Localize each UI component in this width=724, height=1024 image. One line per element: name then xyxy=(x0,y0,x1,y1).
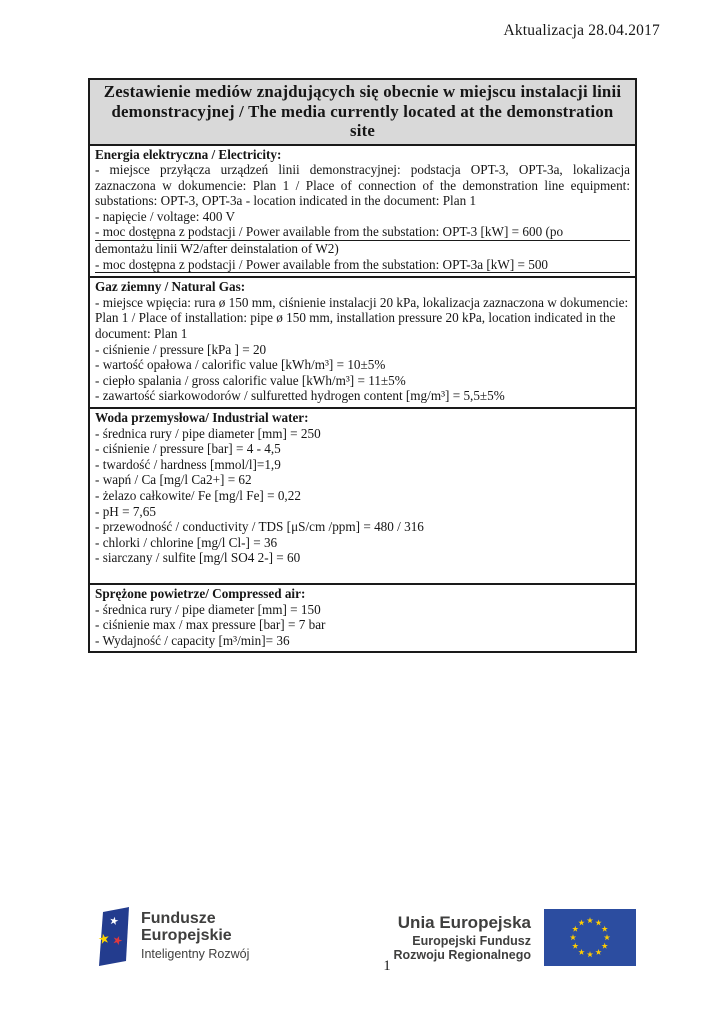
spec-line: - ciśnienie / pressure [kPa ] = 20 xyxy=(95,341,267,357)
section-lines xyxy=(95,295,630,404)
section-lines xyxy=(95,162,630,273)
eu-logo-subtitle-line1: Europejski Fundusz xyxy=(412,933,531,948)
section-heading: Energia elektryczna / Electricity: xyxy=(95,146,282,162)
media-section xyxy=(90,583,635,651)
eu-logo-subtitle-line2: Rozwoju Regionalnego xyxy=(393,948,531,962)
spec-line: - pH = 7,65 xyxy=(95,503,156,519)
spec-line: - chlorki / chlorine [mg/l Cl-] = 36 xyxy=(95,534,278,550)
spec-line: - napięcie / voltage: 400 V xyxy=(95,208,236,224)
section-lines xyxy=(95,602,630,649)
update-date: Aktualizacja 28.04.2017 xyxy=(503,22,660,39)
section-lines xyxy=(95,426,630,566)
spec-line: - moc dostępna z podstacji / Power available from the substation: OPT-3 [kW] = 600 (po xyxy=(95,224,630,241)
spec-line: - moc dostępna z podstacji / Power available from the substation: OPT-3a [kW] = 500 xyxy=(95,257,630,274)
media-section xyxy=(90,407,635,583)
eu-logo-title: Unia Europejska xyxy=(397,912,531,932)
fundusze-logo-title-line1: Fundusze xyxy=(141,910,216,927)
section-heading: Sprężone powietrze/ Compressed air: xyxy=(95,585,306,601)
table-sections xyxy=(90,144,635,652)
spec-line: - ciśnienie max / max pressure [bar] = 7 bar xyxy=(95,617,326,633)
media-table xyxy=(88,78,637,653)
spec-line: - miejsce wpięcia: rura ø 150 mm, ciśnienie instalacji 20 kPa, lokalizacja zaznaczona w dokumencie: Plan 1 / Place of installation: pipe ø 150 mm, installation pressure 20 kPa, location indicated in the document: Plan 1 xyxy=(95,294,629,342)
table-title: Zestawienie mediów znajdujących się obecnie w miejscu instalacji linii demonstracyjnej / The media currently located at the demonstration site xyxy=(90,80,635,144)
spec-line: - twardość / hardness [mmol/l]=1,9 xyxy=(95,456,281,472)
media-section xyxy=(90,276,635,407)
fundusze-logo-title-line2: Europejskie xyxy=(141,927,232,944)
spec-line: - zawartość siarkowodorów / sulfuretted hydrogen content [mg/m³] = 5,5±5% xyxy=(95,388,505,404)
section-heading: Gaz ziemny / Natural Gas: xyxy=(95,279,246,295)
spec-line: - przewodność / conductivity / TDS [μS/cm /ppm] = 480 / 316 xyxy=(95,519,424,535)
page-number: 1 xyxy=(383,958,391,974)
fundusze-logo-text xyxy=(141,910,249,961)
spec-line: - Wydajność / capacity [m³/min]= 36 xyxy=(95,632,290,648)
spec-line: - wapń / Ca [mg/l Ca2+] = 62 xyxy=(95,472,252,488)
section-heading: Woda przemysłowa/ Industrial water: xyxy=(95,410,309,425)
spec-line: - siarczany / sulfite [mg/l SO4 2-] = 60 xyxy=(95,550,301,566)
eu-logo-text xyxy=(394,913,532,963)
media-section xyxy=(90,144,635,277)
spec-line: - żelazo całkowite/ Fe [mg/l Fe] = 0,22 xyxy=(95,487,301,503)
spec-line: - miejsce przyłącza urządzeń linii demonstracyjnej: podstacja OPT-3, OPT-3a, lokalizacja zaznaczona w dokumencie: Plan 1 / Place of connection of the demonstration line equipment: substations: OPT-3, OPT-3a - location indicated in the document: Plan 1 xyxy=(95,162,630,209)
spec-line: - średnica rury / pipe diameter [mm] = 250 xyxy=(95,425,321,441)
fundusze-logo-subtitle: Inteligentny Rozwój xyxy=(141,947,250,961)
spec-line: - ciepło spalania / gross calorific value [kWh/m³] = 11±5% xyxy=(95,372,406,388)
spec-line: demontażu linii W2/after deinstalation of W2) xyxy=(95,241,339,257)
spec-line: - wartość opałowa / calorific value [kWh/m³] = 10±5% xyxy=(95,357,386,373)
spec-line: - średnica rury / pipe diameter [mm] = 150 xyxy=(95,601,321,617)
spec-line: - ciśnienie / pressure [bar] = 4 - 4,5 xyxy=(95,441,281,457)
